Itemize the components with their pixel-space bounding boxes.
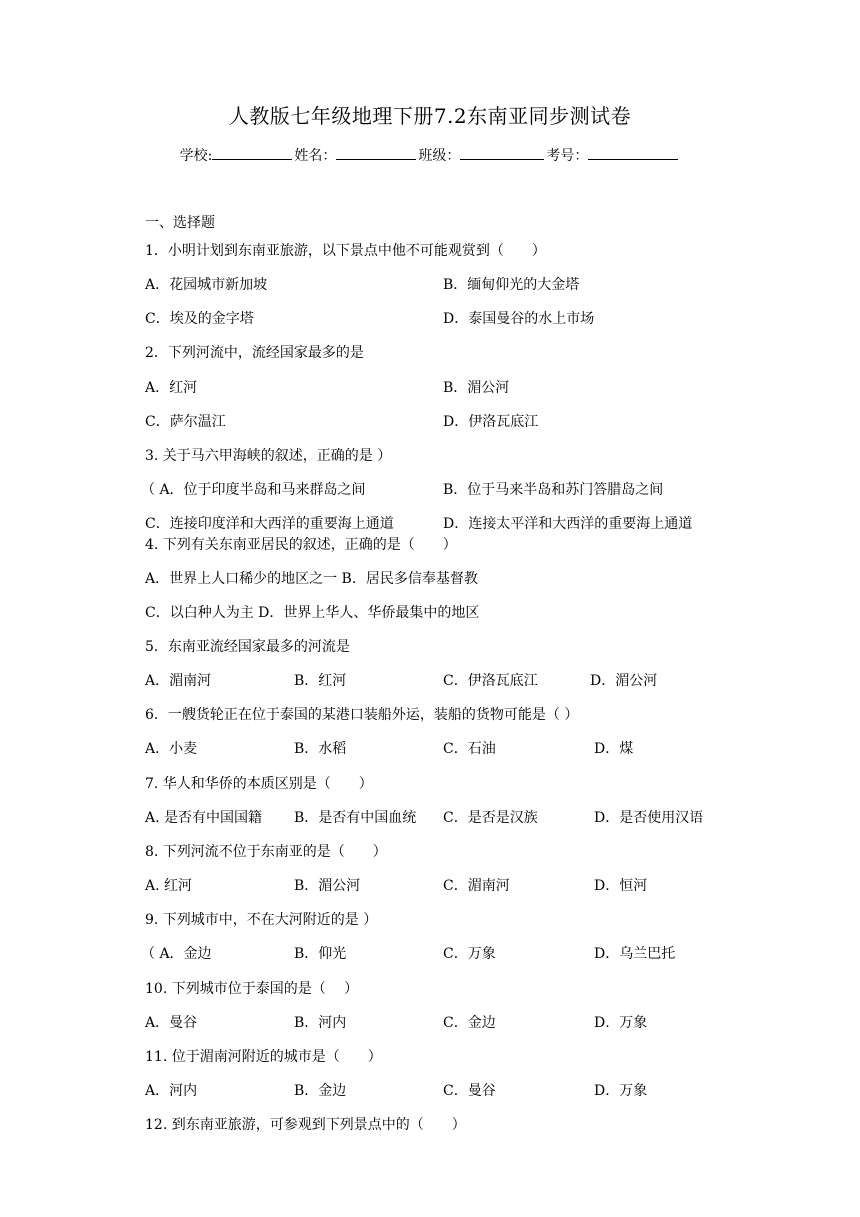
q6-option-a: A．小麦 [145, 741, 198, 757]
q11-option-a: A．河内 [145, 1083, 198, 1099]
question-1: 1．小明计划到东南亚旅游，以下景点中他不可能观赏到（ ） [145, 243, 546, 259]
question-4: 4. 下列有关东南亚居民的叙述，正确的是（ ） [145, 537, 457, 553]
name-blank [336, 145, 416, 160]
student-info-line [0, 145, 860, 165]
q8-option-b: B．湄公河 [294, 878, 361, 894]
q9-option-b: B．仰光 [294, 946, 347, 962]
q7-option-b: B．是否有中国血统 [294, 810, 417, 826]
school-blank [212, 145, 292, 160]
question-3: 3. 关于马六甲海峡的叙述，正确的是 ） [145, 448, 392, 464]
question-5: 5．东南亚流经国家最多的河流是 [145, 639, 350, 655]
question-6: 6．一艘货轮正在位于泰国的某港口装船外运，装船的货物可能是（ ） [145, 707, 579, 723]
question-10: 10. 下列城市位于泰国的是（ ） [145, 981, 359, 997]
q1-option-b: B．缅甸仰光的大金塔 [443, 277, 580, 293]
section-heading: 一、选择题 [145, 215, 215, 231]
q9-option-a: （ A．金边 [141, 946, 212, 962]
class-label: 班级： [418, 148, 461, 164]
q5-option-b: B．红河 [294, 673, 347, 689]
question-7: 7. 华人和华侨的本质区别是（ ） [145, 776, 373, 792]
q11-option-c: C．曼谷 [443, 1083, 496, 1099]
q6-option-c: C．石油 [443, 741, 496, 757]
q3-option-b: B．位于马来半岛和苏门答腊岛之间 [443, 482, 664, 498]
q9-option-c: C．万象 [443, 946, 496, 962]
q7-option-d: D．是否使用汉语 [594, 810, 704, 826]
q8-option-d: D．恒河 [594, 878, 648, 894]
q4-options-ab: A．世界上人口稀少的地区之一 B．居民多信奉基督教 [145, 571, 478, 587]
question-8: 8. 下列河流不位于东南亚的是（ ） [145, 844, 387, 860]
q5-option-c: C．伊洛瓦底江 [443, 673, 538, 689]
q5-option-d: D．湄公河 [590, 673, 658, 689]
q2-option-c: C．萨尔温江 [145, 414, 226, 430]
question-2: 2．下列河流中，流经国家最多的是 [145, 345, 364, 361]
class-blank [460, 145, 544, 160]
q3-option-d: D．连接太平洋和大西洋的重要海上通道 [443, 516, 693, 532]
q10-option-c: C．金边 [443, 1015, 496, 1031]
q11-option-b: B．金边 [294, 1083, 347, 1099]
q2-option-b: B．湄公河 [443, 380, 510, 396]
q4-options-cd: C．以白种人为主 D．世界上华人、华侨最集中的地区 [145, 605, 480, 621]
q10-option-a: A．曼谷 [145, 1015, 198, 1031]
q8-option-a: A. 红河 [145, 878, 193, 894]
q3-option-a: （ A．位于印度半岛和马来群岛之间 [141, 482, 366, 498]
q10-option-b: B．河内 [294, 1015, 347, 1031]
question-9: 9. 下列城市中，不在大河附近的是 ） [145, 912, 378, 928]
exam-number-label: 考号： [546, 148, 589, 164]
school-label: 学校: [179, 148, 213, 164]
q3-option-c: C．连接印度洋和大西洋的重要海上通道 [145, 516, 394, 532]
q2-option-a: A．红河 [145, 380, 198, 396]
q5-option-a: A．湄南河 [145, 673, 212, 689]
q7-option-a: A. 是否有中国国籍 [145, 810, 263, 826]
q9-option-d: D．乌兰巴托 [594, 946, 676, 962]
page-title: 人教版七年级地理下册7.2东南亚同步测试卷 [228, 104, 632, 128]
name-label: 姓名： [294, 148, 337, 164]
q11-option-d: D．万象 [594, 1083, 648, 1099]
question-12: 12. 到东南亚旅游，可参观到下列景点中的（ ） [145, 1117, 466, 1133]
q1-option-d: D．泰国曼谷的水上市场 [443, 311, 595, 327]
question-11: 11. 位于湄南河附近的城市是（ ） [145, 1049, 382, 1065]
q10-option-d: D．万象 [594, 1015, 648, 1031]
q1-option-a: A．花园城市新加坡 [145, 277, 268, 293]
q2-option-d: D．伊洛瓦底江 [443, 414, 539, 430]
q6-option-d: D．煤 [594, 741, 634, 757]
q1-option-c: C．埃及的金字塔 [145, 311, 254, 327]
q7-option-c: C．是否是汉族 [443, 810, 538, 826]
q6-option-b: B．水稻 [294, 741, 347, 757]
exam-number-blank [588, 145, 678, 160]
q8-option-c: C．湄南河 [443, 878, 510, 894]
